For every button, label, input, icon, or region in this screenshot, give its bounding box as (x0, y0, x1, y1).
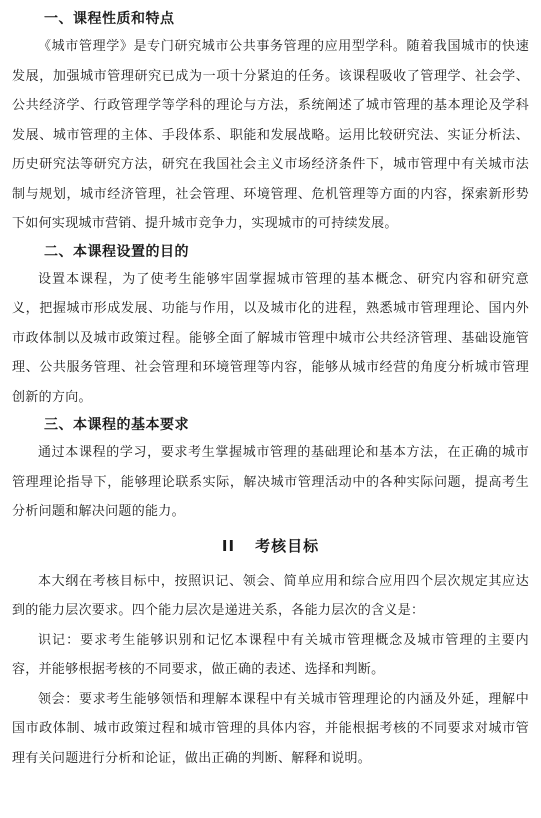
paragraph-assessment-intro: 本大纲在考核目标中，按照识记、领会、简单应用和综合应用四个层次规定其应达到的能力层次要求。四个能力层次是递进关系，各能力层次的含义是： (12, 573, 529, 618)
section-heading-course-nature: 一、课程性质和特点 (44, 11, 175, 27)
paragraph-comprehend-level: 领会：要求考生能够领悟和理解本课程中有关城市管理理论的内涵及外延，理解中国市政体制、城市政策过程和城市管理的具体内容，并能根据考核的不同要求对城市管理有关问题进行分析和论证，做出正确的判断、解释和说明。 (12, 691, 529, 766)
part-title-assessment-goals (12, 535, 529, 557)
paragraph-course-purpose: 设置本课程，为了使考生能够牢固掌握城市管理的基本概念、研究内容和研究意义，把握城市形成发展、功能与作用，以及城市化的进程，熟悉城市管理理论、国内外市政体制以及城市政策过程。能够全面了解城市管理中城市公共经济管理、基础设施管理、公共服务管理、社会管理和环境管理等内容，能够从城市经营的角度分析城市管理创新的方向。 (12, 271, 529, 405)
paragraph-course-nature: 《城市管理学》是专门研究城市公共事务管理的应用型学科。随着我国城市的快速发展，加强城市管理研究已成为一项十分紧迫的任务。该课程吸收了管理学、社会学、公共经济学、行政管理学等学科的理论与方法，系统阐述了城市管理的基本理论及学科发展、城市管理的主体、手段体系、职能和发展战略。运用比较研究法、实证分析法、历史研究法等研究方法，研究在我国社会主义市场经济条件下，城市管理中有关城市法制与规划，城市经济管理，社会管理、环境管理、危机管理等方面的内容，探索新形势下如何实现城市营销、提升城市竞争力，实现城市的可持续发展。 (12, 39, 529, 231)
paragraph-recall-level: 识记：要求考生能够识别和记忆本课程中有关城市管理概念及城市管理的主要内容，并能够根据考核的不同要求，做正确的表述、选择和判断。 (12, 632, 529, 677)
section-heading-basic-requirements: 三、本课程的基本要求 (44, 417, 189, 433)
part-title-text: 考核目标 (255, 536, 320, 555)
paragraph-basic-requirements: 通过本课程的学习，要求考生掌握城市管理的基础理论和基本方法，在正确的城市管理理论指导下，能够理论联系实际，解决城市管理活动中的各种实际问题，提高考生分析问题和解决问题的能力。 (12, 445, 529, 519)
part-number: II (221, 536, 236, 555)
section-heading-course-purpose: 二、本课程设置的目的 (44, 243, 189, 260)
